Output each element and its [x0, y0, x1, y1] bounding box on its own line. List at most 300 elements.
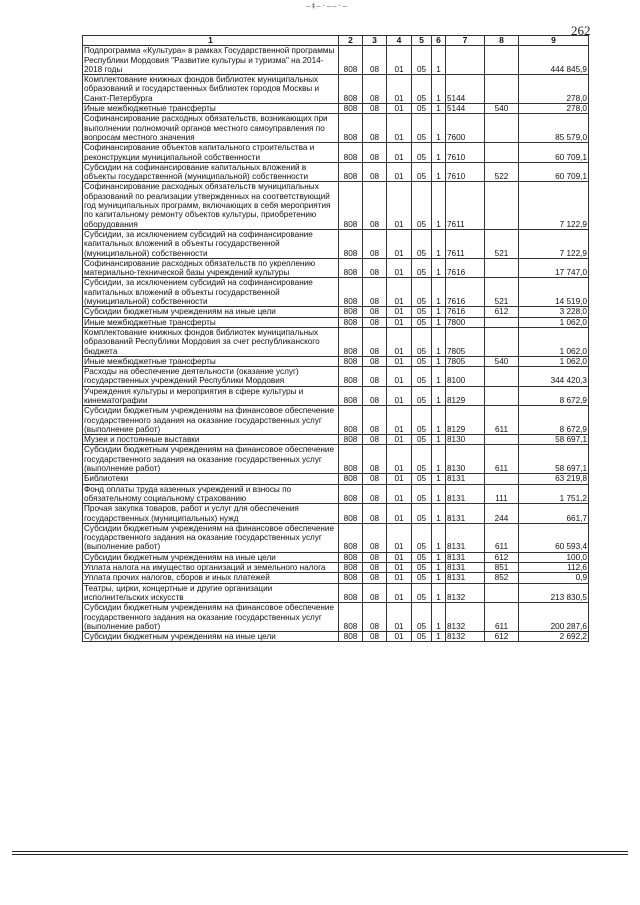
column-header: 8 [485, 36, 519, 46]
program-code-cell: 05 [412, 386, 432, 406]
subprogram-code-cell: 1 [432, 603, 446, 632]
table-row [83, 603, 589, 632]
expense-type-cell: 521 [485, 229, 519, 258]
subsection-code-cell: 01 [387, 367, 412, 387]
column-header: 6 [432, 36, 446, 46]
program-code-cell: 05 [412, 474, 432, 484]
table-header-row [83, 36, 589, 46]
target-code-cell: 7600 [446, 114, 485, 143]
table-row [83, 406, 589, 435]
gr-code-cell: 808 [339, 523, 363, 552]
table-row [83, 278, 589, 307]
table-row [83, 583, 589, 603]
subprogram-code-cell: 1 [432, 563, 446, 573]
subprogram-code-cell: 1 [432, 573, 446, 583]
row-name-cell: Субсидии бюджетным учреждениям на иные цели [83, 632, 339, 642]
row-name-cell: Субсидии бюджетным учреждениям на финансовое обеспечение государственного задания на оказание государственных услуг (выполнение работ) [83, 523, 339, 552]
expense-type-cell: 540 [485, 104, 519, 114]
subprogram-code-cell: 1 [432, 114, 446, 143]
amount-cell: 7 122,9 [519, 182, 589, 229]
program-code-cell: 05 [412, 583, 432, 603]
subprogram-code-cell: 1 [432, 406, 446, 435]
row-name-cell: Субсидии бюджетным учреждениям на иные цели [83, 307, 339, 317]
section-code-cell: 08 [363, 484, 387, 504]
subprogram-code-cell: 1 [432, 143, 446, 163]
target-code-cell: 8131 [446, 504, 485, 524]
section-code-cell: 08 [363, 504, 387, 524]
subsection-code-cell: 01 [387, 75, 412, 104]
row-name-cell: Подпрограмма «Культура» в рамках Государственной программы Республики Мордовия "Развитие культуры и туризма" на 2014-2018 годы [83, 46, 339, 75]
gr-code-cell: 808 [339, 367, 363, 387]
target-code-cell: 8131 [446, 563, 485, 573]
row-name-cell: Субсидии на софинансирование капитальных вложений в объекты государственной (муниципальной) собственности [83, 162, 339, 182]
row-name-cell: Субсидии, за исключением субсидий на софинансирование капитальных вложений в объекты государственной (муниципальной) собственности [83, 229, 339, 258]
amount-cell: 14 519,0 [519, 278, 589, 307]
column-header: 3 [363, 36, 387, 46]
target-code-cell: 5144 [446, 104, 485, 114]
amount-cell: 0,9 [519, 573, 589, 583]
subprogram-code-cell: 1 [432, 162, 446, 182]
column-header: 9 [519, 36, 589, 46]
program-code-cell: 05 [412, 75, 432, 104]
amount-cell: 60 709,1 [519, 162, 589, 182]
expense-type-cell: 540 [485, 356, 519, 366]
expense-type-cell [485, 258, 519, 278]
subprogram-code-cell: 1 [432, 182, 446, 229]
amount-cell: 1 062,0 [519, 327, 589, 356]
program-code-cell: 05 [412, 162, 432, 182]
amount-cell: 58 697,1 [519, 435, 589, 445]
budget-table [82, 35, 589, 642]
section-code-cell: 08 [363, 162, 387, 182]
table-row [83, 484, 589, 504]
amount-cell: 8 672,9 [519, 386, 589, 406]
gr-code-cell: 808 [339, 327, 363, 356]
amount-cell: 661,7 [519, 504, 589, 524]
subprogram-code-cell: 1 [432, 445, 446, 474]
subprogram-code-cell: 1 [432, 583, 446, 603]
section-code-cell: 08 [363, 317, 387, 327]
section-code-cell: 08 [363, 367, 387, 387]
row-name-cell: Театры, цирки, концертные и другие организации исполнительских искусств [83, 583, 339, 603]
expense-type-cell: 612 [485, 307, 519, 317]
amount-cell: 1 062,0 [519, 317, 589, 327]
subsection-code-cell: 01 [387, 484, 412, 504]
section-code-cell: 08 [363, 258, 387, 278]
target-code-cell: 8131 [446, 474, 485, 484]
gr-code-cell: 808 [339, 356, 363, 366]
column-header: 5 [412, 36, 432, 46]
program-code-cell: 05 [412, 143, 432, 163]
subsection-code-cell: 01 [387, 563, 412, 573]
section-code-cell: 08 [363, 143, 387, 163]
column-header: 1 [83, 36, 339, 46]
subprogram-code-cell: 1 [432, 278, 446, 307]
amount-cell: 8 672,9 [519, 406, 589, 435]
gr-code-cell: 808 [339, 445, 363, 474]
target-code-cell [446, 46, 485, 75]
gr-code-cell: 808 [339, 435, 363, 445]
target-code-cell: 7610 [446, 143, 485, 163]
table-row [83, 445, 589, 474]
program-code-cell: 05 [412, 523, 432, 552]
subsection-code-cell: 01 [387, 523, 412, 552]
scan-top-mark: —‡—·——·— [306, 2, 348, 10]
subsection-code-cell: 01 [387, 114, 412, 143]
program-code-cell: 05 [412, 327, 432, 356]
gr-code-cell: 808 [339, 504, 363, 524]
program-code-cell: 05 [412, 445, 432, 474]
row-name-cell: Учреждения культуры и мероприятия в сфере культуры и кинематографии [83, 386, 339, 406]
subprogram-code-cell: 1 [432, 435, 446, 445]
program-code-cell: 05 [412, 182, 432, 229]
subsection-code-cell: 01 [387, 46, 412, 75]
program-code-cell: 05 [412, 307, 432, 317]
amount-cell: 100,0 [519, 552, 589, 562]
expense-type-cell: 111 [485, 484, 519, 504]
table-row [83, 258, 589, 278]
target-code-cell: 8130 [446, 435, 485, 445]
column-header: 2 [339, 36, 363, 46]
expense-type-cell [485, 367, 519, 387]
row-name-cell: Фонд оплаты труда казенных учреждений и взносы по обязательному социальному страхованию [83, 484, 339, 504]
subsection-code-cell: 01 [387, 552, 412, 562]
target-code-cell: 8132 [446, 632, 485, 642]
section-code-cell: 08 [363, 445, 387, 474]
target-code-cell: 7616 [446, 307, 485, 317]
expense-type-cell [485, 317, 519, 327]
program-code-cell: 05 [412, 484, 432, 504]
subsection-code-cell: 01 [387, 327, 412, 356]
gr-code-cell: 808 [339, 484, 363, 504]
row-name-cell: Иные межбюджетные трансферты [83, 317, 339, 327]
amount-cell: 1 751,2 [519, 484, 589, 504]
subsection-code-cell: 01 [387, 386, 412, 406]
subprogram-code-cell: 1 [432, 258, 446, 278]
subprogram-code-cell: 1 [432, 75, 446, 104]
subprogram-code-cell: 1 [432, 484, 446, 504]
subsection-code-cell: 01 [387, 583, 412, 603]
expense-type-cell [485, 46, 519, 75]
subsection-code-cell: 01 [387, 143, 412, 163]
gr-code-cell: 808 [339, 182, 363, 229]
column-header: 4 [387, 36, 412, 46]
table-row [83, 229, 589, 258]
amount-cell: 112,6 [519, 563, 589, 573]
subprogram-code-cell: 1 [432, 386, 446, 406]
subsection-code-cell: 01 [387, 356, 412, 366]
target-code-cell: 8131 [446, 523, 485, 552]
table-row [83, 182, 589, 229]
target-code-cell: 7611 [446, 182, 485, 229]
program-code-cell: 05 [412, 563, 432, 573]
target-code-cell: 8132 [446, 583, 485, 603]
row-name-cell: Софинансирование объектов капитального строительства и реконструкции муниципальной собственности [83, 143, 339, 163]
subprogram-code-cell: 1 [432, 632, 446, 642]
target-code-cell: 7616 [446, 278, 485, 307]
section-code-cell: 08 [363, 435, 387, 445]
amount-cell: 444 845,9 [519, 46, 589, 75]
expense-type-cell: 521 [485, 278, 519, 307]
table-row [83, 356, 589, 366]
section-code-cell: 08 [363, 46, 387, 75]
section-code-cell: 08 [363, 603, 387, 632]
gr-code-cell: 808 [339, 162, 363, 182]
row-name-cell: Субсидии бюджетным учреждениям на финансовое обеспечение государственного задания на оказание государственных услуг (выполнение работ) [83, 406, 339, 435]
section-code-cell: 08 [363, 75, 387, 104]
section-code-cell: 08 [363, 552, 387, 562]
program-code-cell: 05 [412, 573, 432, 583]
subprogram-code-cell: 1 [432, 229, 446, 258]
target-code-cell: 8100 [446, 367, 485, 387]
gr-code-cell: 808 [339, 603, 363, 632]
subsection-code-cell: 01 [387, 573, 412, 583]
subsection-code-cell: 01 [387, 182, 412, 229]
subsection-code-cell: 01 [387, 474, 412, 484]
row-name-cell: Уплата налога на имущество организаций и земельного налога [83, 563, 339, 573]
gr-code-cell: 808 [339, 632, 363, 642]
row-name-cell: Иные межбюджетные трансферты [83, 356, 339, 366]
gr-code-cell: 808 [339, 143, 363, 163]
expense-type-cell: 611 [485, 603, 519, 632]
expense-type-cell [485, 75, 519, 104]
table-row [83, 474, 589, 484]
program-code-cell: 05 [412, 632, 432, 642]
expense-type-cell [485, 143, 519, 163]
gr-code-cell: 808 [339, 114, 363, 143]
subsection-code-cell: 01 [387, 104, 412, 114]
gr-code-cell: 808 [339, 386, 363, 406]
gr-code-cell: 808 [339, 104, 363, 114]
subsection-code-cell: 01 [387, 258, 412, 278]
subprogram-code-cell: 1 [432, 46, 446, 75]
bottom-rule [12, 854, 628, 855]
subsection-code-cell: 01 [387, 603, 412, 632]
target-code-cell: 8129 [446, 406, 485, 435]
expense-type-cell [485, 474, 519, 484]
subprogram-code-cell: 1 [432, 523, 446, 552]
expense-type-cell [485, 435, 519, 445]
target-code-cell: 8131 [446, 484, 485, 504]
row-name-cell: Софинансирование расходных обязательств муниципальных образований по реализации утвержденных на соответствующий год муниципальных программ, включающих в себя мероприятия по капитальному ремонту объектов культуры, приобретению оборудования [83, 182, 339, 229]
gr-code-cell: 808 [339, 229, 363, 258]
target-code-cell: 8129 [446, 386, 485, 406]
table-row [83, 504, 589, 524]
table-row [83, 75, 589, 104]
gr-code-cell: 808 [339, 307, 363, 317]
subsection-code-cell: 01 [387, 445, 412, 474]
subsection-code-cell: 01 [387, 307, 412, 317]
program-code-cell: 05 [412, 317, 432, 327]
section-code-cell: 08 [363, 406, 387, 435]
gr-code-cell: 808 [339, 474, 363, 484]
program-code-cell: 05 [412, 435, 432, 445]
table-row [83, 552, 589, 562]
row-name-cell: Иные межбюджетные трансферты [83, 104, 339, 114]
row-name-cell: Субсидии бюджетным учреждениям на иные цели [83, 552, 339, 562]
table-row [83, 367, 589, 387]
gr-code-cell: 808 [339, 573, 363, 583]
expense-type-cell [485, 114, 519, 143]
subprogram-code-cell: 1 [432, 474, 446, 484]
target-code-cell: 7800 [446, 317, 485, 327]
program-code-cell: 05 [412, 356, 432, 366]
bottom-rule [12, 851, 628, 852]
program-code-cell: 05 [412, 278, 432, 307]
amount-cell: 1 062,0 [519, 356, 589, 366]
target-code-cell: 7611 [446, 229, 485, 258]
amount-cell: 3 228,0 [519, 307, 589, 317]
subprogram-code-cell: 1 [432, 327, 446, 356]
table-row [83, 317, 589, 327]
subprogram-code-cell: 1 [432, 307, 446, 317]
table-row [83, 435, 589, 445]
expense-type-cell: 852 [485, 573, 519, 583]
target-code-cell: 8131 [446, 573, 485, 583]
amount-cell: 200 287,6 [519, 603, 589, 632]
subprogram-code-cell: 1 [432, 504, 446, 524]
target-code-cell: 5144 [446, 75, 485, 104]
target-code-cell: 7805 [446, 356, 485, 366]
column-header: 7 [446, 36, 485, 46]
expense-type-cell: 522 [485, 162, 519, 182]
gr-code-cell: 808 [339, 552, 363, 562]
subsection-code-cell: 01 [387, 435, 412, 445]
expense-type-cell [485, 327, 519, 356]
amount-cell: 60 593,4 [519, 523, 589, 552]
table-row [83, 386, 589, 406]
amount-cell: 60 709,1 [519, 143, 589, 163]
program-code-cell: 05 [412, 104, 432, 114]
subsection-code-cell: 01 [387, 229, 412, 258]
subsection-code-cell: 01 [387, 162, 412, 182]
section-code-cell: 08 [363, 327, 387, 356]
table-row [83, 46, 589, 75]
row-name-cell: Расходы на обеспечение деятельности (оказание услуг) государственных учреждений Республики Мордовия [83, 367, 339, 387]
section-code-cell: 08 [363, 386, 387, 406]
row-name-cell: Субсидии бюджетным учреждениям на финансовое обеспечение государственного задания на оказание государственных услуг (выполнение работ) [83, 603, 339, 632]
gr-code-cell: 808 [339, 583, 363, 603]
row-name-cell: Прочая закупка товаров, работ и услуг для обеспечения государственных (муниципальных) нужд [83, 504, 339, 524]
page-number: 262 [571, 23, 591, 38]
table-row [83, 632, 589, 642]
expense-type-cell [485, 583, 519, 603]
expense-type-cell [485, 386, 519, 406]
subsection-code-cell: 01 [387, 406, 412, 435]
row-name-cell: Библиотеки [83, 474, 339, 484]
section-code-cell: 08 [363, 474, 387, 484]
row-name-cell: Субсидии бюджетным учреждениям на финансовое обеспечение государственного задания на оказание государственных услуг (выполнение работ) [83, 445, 339, 474]
section-code-cell: 08 [363, 182, 387, 229]
target-code-cell: 7805 [446, 327, 485, 356]
subprogram-code-cell: 1 [432, 317, 446, 327]
amount-cell: 278,0 [519, 75, 589, 104]
target-code-cell: 8131 [446, 552, 485, 562]
amount-cell: 7 122,9 [519, 229, 589, 258]
section-code-cell: 08 [363, 583, 387, 603]
row-name-cell: Уплата прочих налогов, сборов и иных платежей [83, 573, 339, 583]
program-code-cell: 05 [412, 552, 432, 562]
amount-cell: 85 579,0 [519, 114, 589, 143]
row-name-cell: Софинансирование расходных обязательств, возникающих при выполнении полномочий органов местного самоуправления по вопросам местного значения [83, 114, 339, 143]
section-code-cell: 08 [363, 278, 387, 307]
amount-cell: 17 747,0 [519, 258, 589, 278]
program-code-cell: 05 [412, 229, 432, 258]
amount-cell: 63 219,8 [519, 474, 589, 484]
section-code-cell: 08 [363, 523, 387, 552]
table-row [83, 563, 589, 573]
gr-code-cell: 808 [339, 46, 363, 75]
row-name-cell: Субсидии, за исключением субсидий на софинансирование капитальных вложений в объекты государственной (муниципальной) собственности [83, 278, 339, 307]
gr-code-cell: 808 [339, 406, 363, 435]
expense-type-cell: 612 [485, 552, 519, 562]
table-row [83, 162, 589, 182]
section-code-cell: 08 [363, 563, 387, 573]
subprogram-code-cell: 1 [432, 356, 446, 366]
expense-type-cell: 851 [485, 563, 519, 573]
target-code-cell: 8130 [446, 445, 485, 474]
row-name-cell: Музеи и постоянные выставки [83, 435, 339, 445]
subprogram-code-cell: 1 [432, 552, 446, 562]
section-code-cell: 08 [363, 573, 387, 583]
subsection-code-cell: 01 [387, 504, 412, 524]
target-code-cell: 7616 [446, 258, 485, 278]
subsection-code-cell: 01 [387, 278, 412, 307]
row-name-cell: Софинансирование расходных обязательств по укреплению материально-технической базы учреждений культуры [83, 258, 339, 278]
subprogram-code-cell: 1 [432, 104, 446, 114]
table-row [83, 143, 589, 163]
row-name-cell: Комплектование книжных фондов библиотек муниципальных образований и государственных библиотек городов Москвы и Санкт-Петербурга [83, 75, 339, 104]
subprogram-code-cell: 1 [432, 367, 446, 387]
subsection-code-cell: 01 [387, 317, 412, 327]
program-code-cell: 05 [412, 367, 432, 387]
section-code-cell: 08 [363, 307, 387, 317]
amount-cell: 58 697,1 [519, 445, 589, 474]
gr-code-cell: 808 [339, 75, 363, 104]
program-code-cell: 05 [412, 46, 432, 75]
gr-code-cell: 808 [339, 278, 363, 307]
amount-cell: 2 692,2 [519, 632, 589, 642]
table-row [83, 104, 589, 114]
expense-type-cell: 611 [485, 523, 519, 552]
expense-type-cell: 612 [485, 632, 519, 642]
table-row [83, 573, 589, 583]
target-code-cell: 7610 [446, 162, 485, 182]
subsection-code-cell: 01 [387, 632, 412, 642]
row-name-cell: Комплектование книжных фондов библиотек муниципальных образований Республики Мордовия за счет республиканского бюджета [83, 327, 339, 356]
expense-type-cell: 611 [485, 445, 519, 474]
section-code-cell: 08 [363, 114, 387, 143]
section-code-cell: 08 [363, 356, 387, 366]
amount-cell: 278,0 [519, 104, 589, 114]
gr-code-cell: 808 [339, 258, 363, 278]
expense-type-cell [485, 182, 519, 229]
program-code-cell: 05 [412, 114, 432, 143]
program-code-cell: 05 [412, 504, 432, 524]
program-code-cell: 05 [412, 603, 432, 632]
gr-code-cell: 808 [339, 563, 363, 573]
table-row [83, 114, 589, 143]
program-code-cell: 05 [412, 406, 432, 435]
expense-type-cell: 611 [485, 406, 519, 435]
section-code-cell: 08 [363, 632, 387, 642]
gr-code-cell: 808 [339, 317, 363, 327]
section-code-cell: 08 [363, 229, 387, 258]
amount-cell: 344 420,3 [519, 367, 589, 387]
program-code-cell: 05 [412, 258, 432, 278]
expense-type-cell: 244 [485, 504, 519, 524]
table-row [83, 523, 589, 552]
